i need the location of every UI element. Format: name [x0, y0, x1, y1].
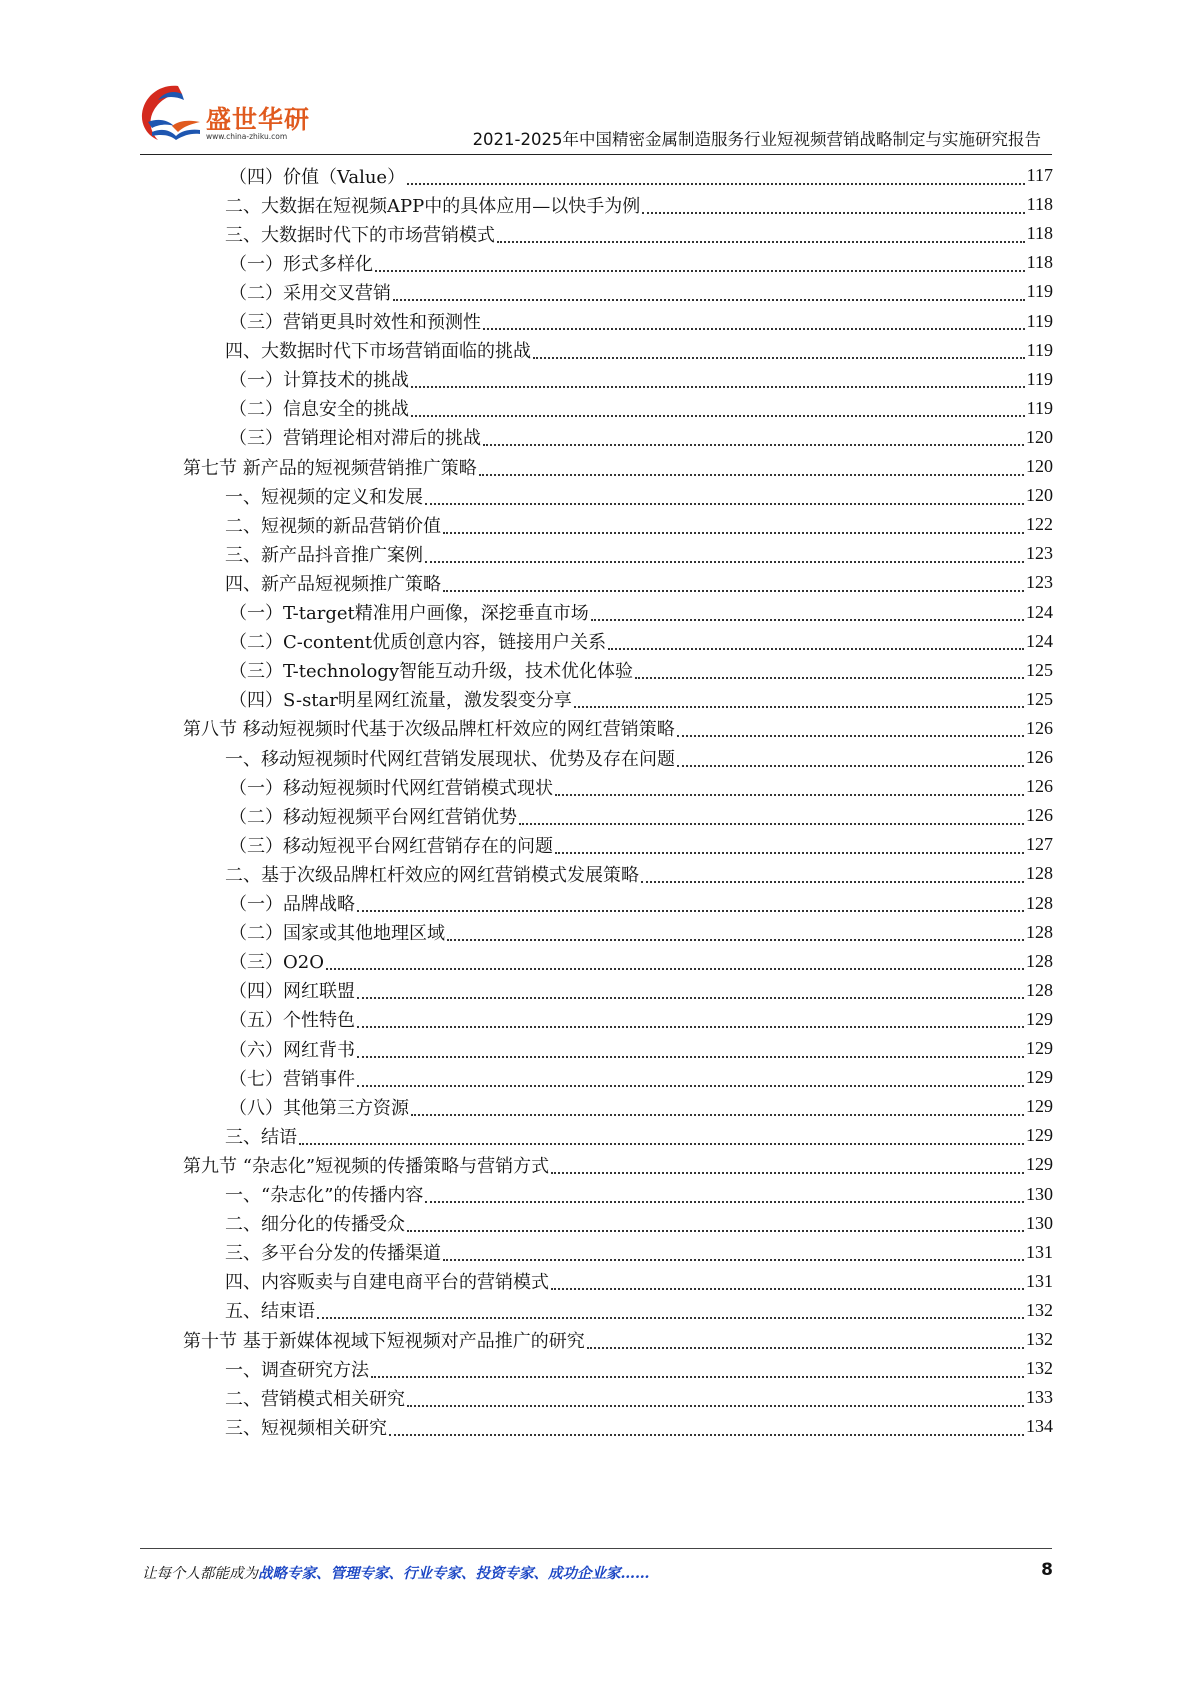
toc-entry[interactable] [229, 975, 1053, 1006]
toc-entry-title: 二、细分化的传播受众 [225, 1214, 405, 1236]
toc-dot-leader [551, 1284, 1024, 1290]
toc-entry-page: 132 [1026, 1358, 1053, 1379]
toc-dot-leader [591, 615, 1024, 621]
toc-entry-title: （四）网红联盟 [229, 981, 355, 1003]
toc-entry[interactable] [183, 451, 1053, 482]
toc-entry[interactable] [229, 393, 1053, 424]
toc-entry[interactable] [225, 1353, 1053, 1384]
toc-entry-title: （一）计算技术的挑战 [229, 370, 409, 392]
toc-dot-leader [443, 528, 1024, 534]
toc-entry-page: 131 [1026, 1270, 1053, 1291]
toc-entry[interactable] [225, 1237, 1053, 1268]
toc-entry[interactable] [229, 160, 1053, 191]
toc-entry-title: 一、调查研究方法 [225, 1359, 369, 1381]
toc-entry-title: （四）价值（Value） [229, 166, 406, 188]
slogan-prefix: 让每个人都能成为 [142, 1566, 258, 1582]
toc-entry-title: （三）O2O [229, 952, 324, 974]
toc-entry[interactable] [229, 276, 1053, 307]
footer-divider [140, 1548, 1052, 1549]
page-number: 8 [1041, 1560, 1053, 1580]
toc-entry-page: 118 [1026, 223, 1053, 244]
toc-entry[interactable] [225, 1208, 1053, 1239]
toc-dot-leader [407, 179, 1025, 185]
toc-entry-title: 三、新产品抖音推广案例 [225, 544, 423, 566]
toc-entry-page: 122 [1026, 514, 1053, 535]
toc-entry-page: 119 [1026, 368, 1053, 389]
toc-dot-leader [641, 877, 1024, 883]
toc-entry[interactable] [229, 306, 1053, 337]
toc-entry-page: 123 [1026, 543, 1053, 564]
toc-entry-page: 128 [1026, 979, 1053, 1000]
brand-logo [138, 82, 311, 152]
toc-entry-title: （三）T-technology智能互动升级，技术优化体验 [229, 661, 634, 683]
toc-entry[interactable] [229, 626, 1053, 657]
toc-entry[interactable] [229, 946, 1053, 977]
page-header [0, 0, 1191, 160]
toc-entry-page: 130 [1026, 1212, 1053, 1233]
toc-entry-title: （七）营销事件 [229, 1068, 355, 1090]
toc-entry-title: 三、短视频相关研究 [225, 1417, 387, 1439]
toc-entry-title: 五、结束语 [225, 1301, 315, 1323]
toc-dot-leader [389, 1430, 1024, 1436]
toc-entry-title: （一）品牌战略 [229, 894, 355, 915]
toc-dot-leader [375, 266, 1025, 272]
toc-dot-leader [677, 731, 1024, 737]
toc-dot-leader [587, 1343, 1024, 1349]
toc-entry-title: （一）形式多样化 [229, 253, 373, 275]
toc-dot-leader [479, 470, 1024, 476]
toc-entry[interactable] [229, 655, 1053, 686]
toc-entry[interactable] [229, 422, 1053, 453]
toc-entry-page: 123 [1026, 572, 1053, 593]
toc-entry-page: 117 [1026, 165, 1053, 185]
toc-dot-leader [483, 324, 1025, 330]
toc-dot-leader [497, 237, 1025, 243]
toc-dot-leader [425, 1197, 1024, 1203]
toc-entry[interactable] [229, 800, 1053, 831]
toc-dot-leader [608, 644, 1024, 650]
toc-dot-leader [642, 208, 1024, 214]
toc-entry-title: 三、多平台分发的传播渠道 [225, 1243, 441, 1265]
toc-dot-leader [411, 1110, 1024, 1116]
toc-entry-page: 118 [1026, 194, 1053, 215]
toc-entry[interactable] [225, 1266, 1053, 1297]
toc-entry-title: （二）国家或其他地理区域 [229, 923, 445, 945]
toc-entry-title: （三）营销理论相对滞后的挑战 [229, 428, 481, 450]
toc-dot-leader [357, 1022, 1024, 1028]
header-divider [140, 154, 1052, 155]
toc-entry[interactable] [229, 597, 1053, 628]
toc-entry[interactable] [183, 713, 1053, 744]
toc-entry-title: （五）个性特色 [229, 1010, 355, 1032]
toc-entry-page: 120 [1026, 456, 1053, 476]
toc-dot-leader [555, 790, 1024, 796]
toc-entry-page: 119 [1026, 310, 1053, 331]
toc-entry-page: 119 [1026, 397, 1053, 418]
toc-entry[interactable] [225, 858, 1053, 889]
toc-entry[interactable] [229, 1004, 1053, 1035]
toc-entry[interactable] [229, 684, 1053, 715]
toc-dot-leader [357, 1081, 1024, 1087]
toc-entry[interactable] [225, 335, 1053, 366]
toc-entry-title: 三、大数据时代下的市场营销模式 [225, 224, 495, 246]
toc-entry-title: （一）T-target精准用户画像，深挖垂直市场 [229, 603, 589, 624]
toc-entry-page: 129 [1026, 1008, 1053, 1029]
toc-entry-title: 二、大数据在短视频APP中的具体应用—以快手为例 [225, 195, 641, 217]
toc-entry[interactable] [229, 247, 1053, 278]
toc-entry[interactable] [183, 1149, 1053, 1180]
toc-dot-leader [519, 819, 1024, 825]
toc-entry[interactable] [225, 189, 1053, 220]
toc-entry-page: 125 [1026, 659, 1053, 680]
toc-entry[interactable] [229, 771, 1053, 802]
toc-entry-page: 128 [1026, 950, 1053, 971]
toc-entry-page: 129 [1026, 1038, 1053, 1058]
footer-slogan [142, 1562, 650, 1583]
toc-entry-page: 124 [1026, 601, 1053, 622]
toc-entry-title: 一、短视频的定义和发展 [225, 486, 423, 508]
toc-dot-leader [447, 935, 1024, 941]
book-swoosh-icon [138, 82, 204, 148]
toc-entry[interactable] [225, 567, 1053, 598]
toc-dot-leader [677, 761, 1024, 767]
toc-dot-leader [425, 499, 1024, 505]
toc-entry-page: 119 [1026, 339, 1053, 360]
toc-entry-page: 126 [1026, 717, 1053, 738]
toc-entry-page: 129 [1026, 1125, 1053, 1146]
brand-url: www.china-zhiku.com [206, 132, 288, 141]
toc-entry-title: （六）网红背书 [229, 1039, 355, 1061]
toc-entry[interactable] [225, 1179, 1053, 1210]
toc-dot-leader [555, 848, 1024, 854]
brand-name: 盛世华研 [206, 105, 311, 134]
toc-entry-page: 134 [1026, 1416, 1053, 1437]
toc-entry-page: 126 [1026, 805, 1053, 826]
toc-entry-title: 第十节 基于新媒体视域下短视频对产品推广的研究 [183, 1330, 585, 1352]
toc-entry-page: 129 [1026, 1067, 1053, 1088]
toc-dot-leader [411, 382, 1025, 388]
toc-dot-leader [371, 1372, 1024, 1378]
toc-entry-page: 132 [1026, 1299, 1053, 1320]
toc-entry-title: 第九节 “杂志化”短视频的传播策略与营销方式 [183, 1155, 550, 1177]
toc-entry-title: 第八节 移动短视频时代基于次级品牌杠杆效应的网红营销策略 [183, 719, 675, 741]
toc-dot-leader [317, 1313, 1024, 1319]
toc-entry-page: 133 [1026, 1387, 1053, 1408]
toc-entry-title: （二）信息安全的挑战 [229, 399, 409, 421]
toc-entry-page: 118 [1026, 252, 1053, 273]
toc-entry[interactable] [225, 1411, 1053, 1442]
toc-dot-leader [326, 964, 1024, 970]
toc-entry-title: （二）移动短视频平台网红营销优势 [229, 806, 517, 828]
toc-entry-page: 120 [1026, 426, 1053, 447]
toc-entry-title: （三）移动短视平台网红营销存在的问题 [229, 835, 553, 857]
toc-entry-title: （四）S-star明星网红流量，激发裂变分享 [229, 690, 572, 712]
toc-dot-leader [299, 1139, 1024, 1145]
toc-entry[interactable] [229, 829, 1053, 860]
toc-entry[interactable] [225, 509, 1053, 540]
toc-entry-title: 二、基于次级品牌杠杆效应的网红营销模式发展策略 [225, 864, 639, 886]
toc-dot-leader [357, 1052, 1024, 1058]
toc-entry-title: 四、内容贩卖与自建电商平台的营销模式 [225, 1272, 549, 1294]
toc-entry-page: 119 [1026, 281, 1053, 302]
toc-dot-leader [635, 673, 1024, 679]
toc-entry-title: 三、结语 [225, 1126, 297, 1148]
toc-dot-leader [393, 295, 1025, 301]
toc-dot-leader [407, 1401, 1024, 1407]
toc-entry[interactable] [229, 888, 1053, 919]
toc-entry[interactable] [225, 218, 1053, 249]
toc-entry-page: 128 [1026, 921, 1053, 942]
toc-entry-title: （三）营销更具时效性和预测性 [229, 312, 481, 333]
toc-entry-title: 二、营销模式相关研究 [225, 1388, 405, 1410]
toc-entry-title: （一）移动短视频时代网红营销模式现状 [229, 777, 553, 799]
toc-entry[interactable] [225, 1120, 1053, 1151]
report-title: 2021-2025年中国精密金属制造服务行业短视频营销战略制定与实施研究报告 [472, 130, 1041, 149]
toc-entry-title: 四、新产品短视频推广策略 [225, 573, 441, 595]
toc-entry[interactable] [229, 1033, 1053, 1064]
toc-dot-leader [443, 586, 1024, 592]
toc-dot-leader [574, 702, 1024, 708]
toc-dot-leader [411, 411, 1025, 417]
toc-dot-leader [357, 906, 1024, 912]
toc-entry[interactable] [225, 1295, 1053, 1326]
toc-dot-leader [357, 993, 1024, 999]
toc-entry-page: 126 [1026, 747, 1053, 767]
toc-entry-page: 130 [1026, 1183, 1053, 1204]
toc-entry-title: （二）采用交叉营销 [229, 282, 391, 304]
toc-entry-title: 一、“杂志化”的传播内容 [225, 1185, 424, 1206]
toc-entry-page: 127 [1026, 834, 1053, 855]
toc-entry-title: 四、大数据时代下市场营销面临的挑战 [225, 341, 531, 363]
toc-entry[interactable] [225, 538, 1053, 569]
toc-entry-page: 125 [1026, 688, 1053, 709]
toc-dot-leader [551, 1168, 1024, 1174]
toc-dot-leader [407, 1226, 1024, 1232]
toc-entry-title: 第七节 新产品的短视频营销推广策略 [183, 457, 477, 479]
toc-entry-page: 128 [1026, 863, 1053, 884]
toc-entry[interactable] [225, 480, 1053, 511]
toc-entry-page: 120 [1026, 485, 1053, 506]
toc-entry-page: 129 [1026, 1154, 1053, 1175]
toc-entry[interactable] [183, 1324, 1053, 1355]
toc-entry-page: 124 [1026, 630, 1053, 651]
toc-entry[interactable] [229, 1062, 1053, 1093]
toc-entry[interactable] [229, 364, 1053, 395]
toc-entry[interactable] [225, 1382, 1053, 1413]
toc-entry-title: （二）C-content优质创意内容，链接用户关系 [229, 632, 607, 654]
toc-dot-leader [425, 557, 1024, 563]
slogan-emphasis: 战略专家、管理专家、行业专家、投资专家、成功企业家…… [258, 1565, 650, 1582]
toc-dot-leader [483, 440, 1024, 446]
toc-dot-leader [533, 353, 1025, 359]
toc-entry-page: 126 [1026, 776, 1053, 797]
toc-entry[interactable] [229, 917, 1053, 948]
toc-entry[interactable] [229, 1091, 1053, 1122]
toc-entry-page: 131 [1026, 1241, 1053, 1262]
toc-entry-title: 一、移动短视频时代网红营销发展现状、优势及存在问题 [225, 748, 675, 770]
toc-entry-title: 二、短视频的新品营销价值 [225, 515, 441, 537]
toc-entry-page: 128 [1026, 892, 1053, 913]
toc-entry-title: （八）其他第三方资源 [229, 1097, 409, 1119]
toc-dot-leader [443, 1255, 1024, 1261]
toc-entry-page: 132 [1026, 1329, 1053, 1349]
toc-entry[interactable] [225, 742, 1053, 773]
toc-entry-page: 129 [1026, 1096, 1053, 1117]
